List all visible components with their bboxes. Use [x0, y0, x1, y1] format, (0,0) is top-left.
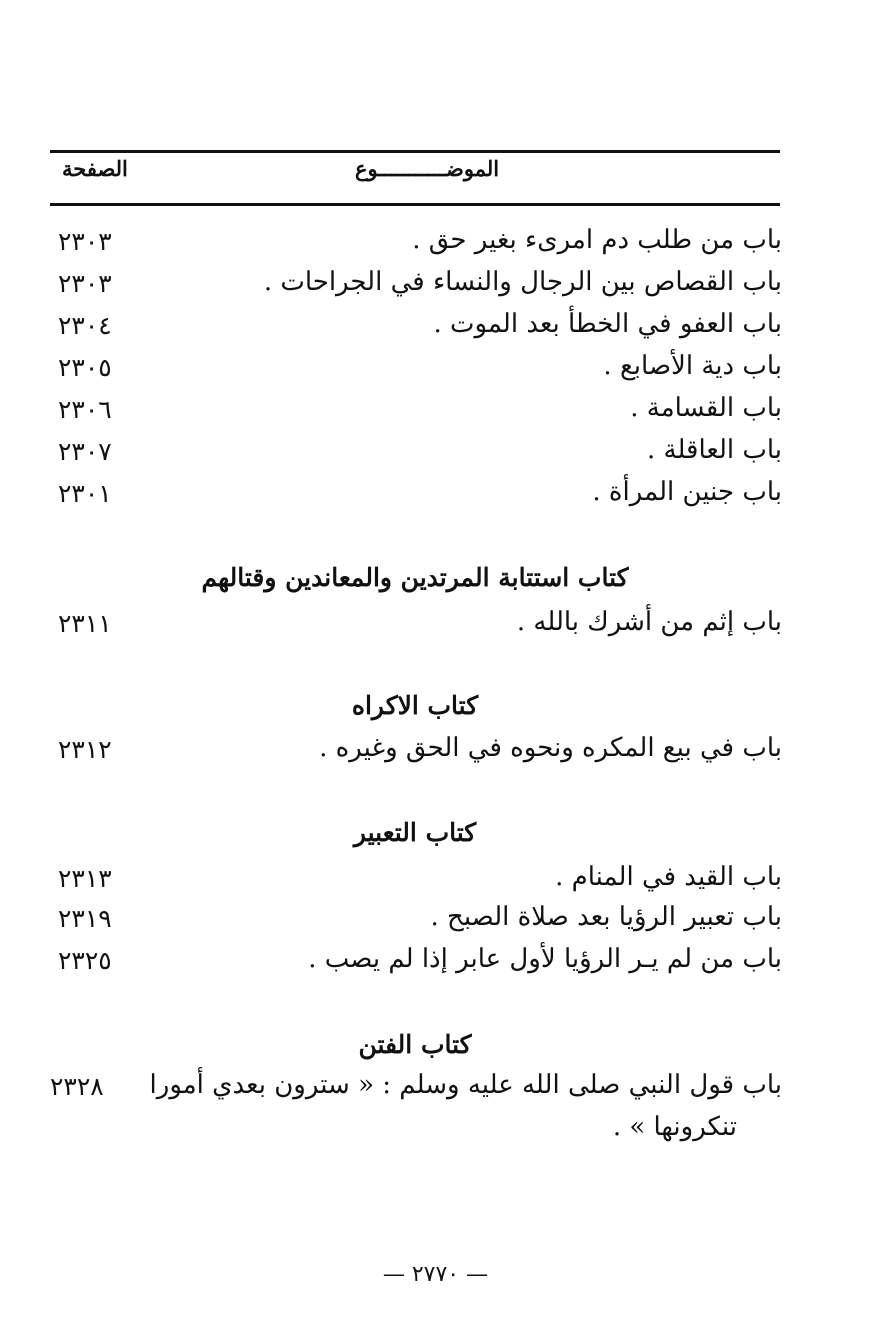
toc-entry	[50, 435, 782, 477]
entry-page: ٢٣١٢	[58, 735, 112, 764]
book-heading: كتاب الاكراه	[351, 691, 479, 720]
page-column-header: الصفحة	[62, 156, 128, 181]
entry-topic: باب القصاص بين الرجال والنساء في الجراحات .	[263, 267, 782, 297]
book-heading: كتاب الفتن	[358, 1030, 472, 1059]
entry-page: ٢٣٠١	[58, 479, 112, 508]
toc-entry	[50, 733, 782, 775]
toc-entry	[50, 267, 782, 309]
entry-page: ٢٣٠٧	[58, 437, 112, 466]
entry-page: ٢٣١٣	[58, 864, 112, 893]
entry-page: ٢٣١١	[58, 609, 112, 638]
toc-entry	[50, 862, 782, 904]
entry-topic: باب العاقلة .	[646, 435, 782, 465]
header-top-rule	[50, 150, 780, 153]
book-heading: كتاب استتابة المرتدين والمعاندين وقتالهم	[201, 563, 629, 592]
toc-entry	[50, 607, 782, 649]
topic-column-header: الموضـــــــــــوع	[355, 156, 500, 181]
toc-entry	[50, 225, 782, 267]
toc-entry	[50, 309, 782, 351]
entry-topic-line1: باب قول النبي صلى الله عليه وسلم : « سترون بعدي أمورا	[149, 1070, 782, 1100]
entry-topic-line2: تنكرونها » .	[612, 1112, 737, 1142]
entry-topic: باب في بيع المكره ونحوه في الحق وغيره .	[319, 733, 782, 763]
header-bottom-rule	[50, 203, 780, 206]
entry-page: ٢٣١٩	[58, 904, 112, 933]
entry-topic: باب من لم يـر الرؤيا لأول عابر إذا لم يصب .	[308, 944, 782, 974]
toc-entry	[50, 477, 782, 519]
page-number-footer: — ٢٧٧٠ —	[382, 1262, 489, 1287]
entry-page: ٢٣٠٣	[58, 227, 112, 256]
entry-topic: باب جنين المرأة .	[592, 477, 782, 507]
entry-topic: باب من طلب دم امرىء بغير حق .	[412, 225, 782, 255]
entry-page: ٢٣٠٥	[58, 353, 112, 382]
entry-page: ٢٣٠٣	[58, 269, 112, 298]
toc-entry	[50, 393, 782, 435]
entry-page: ٢٣٠٦	[58, 395, 112, 424]
toc-entry	[50, 351, 782, 393]
entry-page: ٢٣٢٥	[58, 946, 112, 975]
toc-entry	[50, 944, 782, 986]
entry-topic: باب القيد في المنام .	[555, 862, 782, 892]
entry-topic: باب دية الأصابع .	[603, 351, 782, 381]
entry-topic: باب العفو في الخطأ بعد الموت .	[433, 309, 782, 339]
entry-page: ٢٣٢٨	[50, 1072, 104, 1101]
entry-page: ٢٣٠٤	[58, 311, 112, 340]
entry-topic: باب القسامة .	[630, 393, 782, 423]
entry-topic: باب إثم من أشرك بالله .	[516, 607, 782, 637]
toc-entry	[50, 902, 782, 944]
entry-topic: باب تعبير الرؤيا بعد صلاة الصبح .	[430, 902, 782, 932]
book-heading: كتاب التعبير	[353, 818, 477, 847]
